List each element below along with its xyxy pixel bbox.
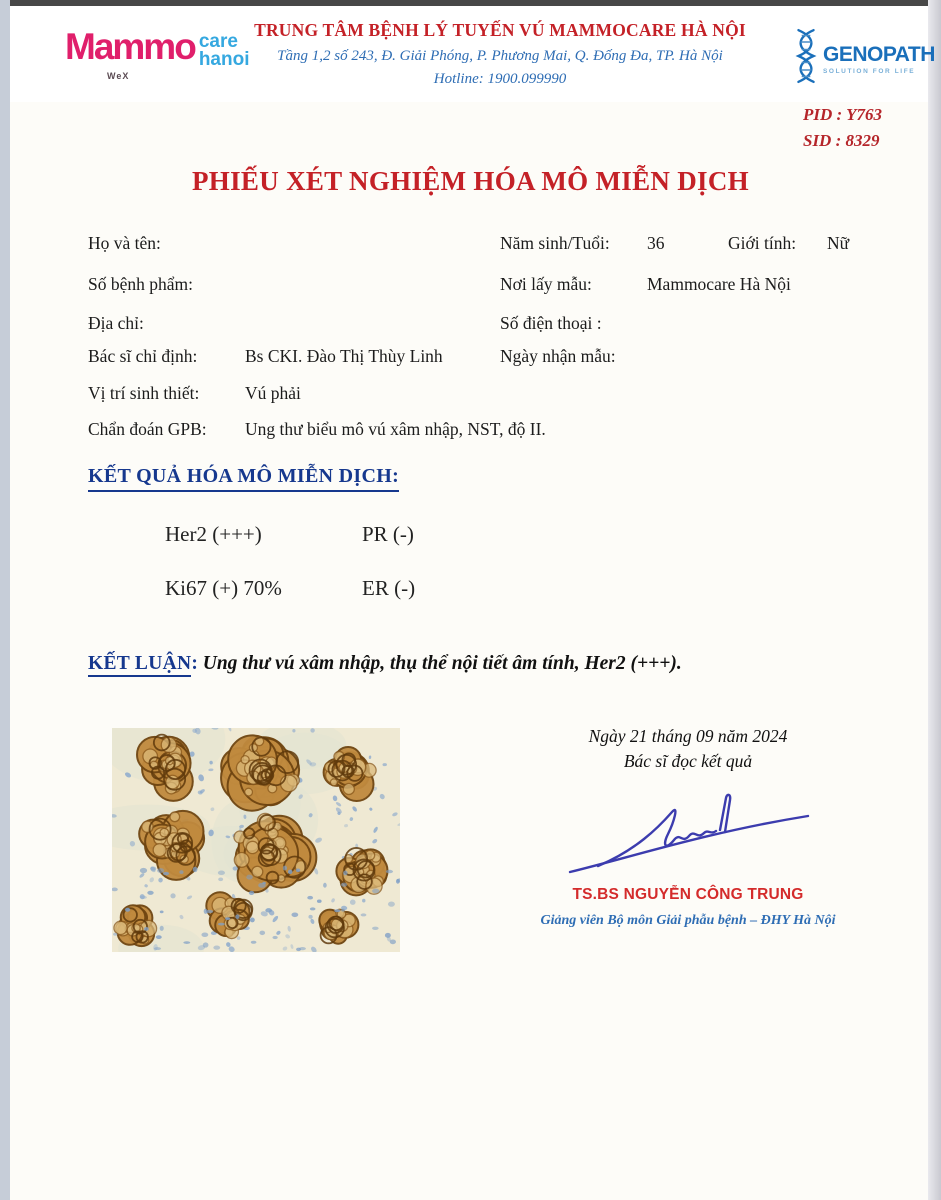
conclusion-line <box>88 653 898 675</box>
field-value-birth-year: 36 <box>647 233 665 253</box>
signer-caption: Bác sĩ đọc kết quả <box>623 751 753 771</box>
info-row-address <box>0 313 941 337</box>
field-label-full-name: Họ và tên: <box>88 233 161 253</box>
info-row-biopsy-site <box>0 383 941 407</box>
info-row-gpb-diagnosis <box>0 419 941 443</box>
conclusion-label: KẾT LUẬN <box>88 653 191 677</box>
signoff-block <box>538 726 838 929</box>
organization-address: Tầng 1,2 số 243, Đ. Giải Phóng, P. Phương Mai, Q. Đống Đa, TP. Hà Nội <box>277 48 723 64</box>
mammocare-logo-subtext: WeX <box>107 71 130 82</box>
genopath-tagline: SOLUTION FOR LIFE <box>823 67 916 75</box>
pid-value: PID : Y763 <box>802 105 882 124</box>
genopath-logo-text: GENOPATH <box>823 42 935 66</box>
info-row-referring-doctor <box>0 346 941 370</box>
field-label-birth-year: Năm sinh/Tuổi: <box>500 233 610 253</box>
field-label-address: Địa chỉ: <box>88 313 144 333</box>
report-date: Ngày 21 tháng 09 năm 2024 <box>588 726 788 746</box>
field-value-gender: Nữ <box>827 233 850 253</box>
page-title: PHIẾU XÉT NGHIỆM HÓA MÔ MIỄN DỊCH <box>192 166 749 196</box>
conclusion-text: Ung thư vú xâm nhập, thụ thể nội tiết âm tính, Her2 (+++). <box>197 653 682 674</box>
genopath-logo <box>792 28 935 89</box>
result-ki67: Ki67 (+) 70% <box>165 576 282 600</box>
sid-value: SID : 8329 <box>802 131 880 150</box>
info-row-name <box>0 233 941 257</box>
doctor-signature <box>538 786 838 882</box>
field-label-gpb-diagnosis: Chẩn đoán GPB: <box>88 419 207 439</box>
letterhead <box>10 6 935 102</box>
field-label-biopsy-site: Vị trí sinh thiết: <box>88 383 200 403</box>
histology-micrograph <box>112 728 400 952</box>
field-label-specimen-number: Số bệnh phẩm: <box>88 274 193 294</box>
field-label-referring-doctor: Bác sĩ chỉ định: <box>88 346 198 366</box>
mammocare-logo-text: Mammo <box>65 26 195 67</box>
field-label-received-date: Ngày nhận mẫu: <box>500 346 616 366</box>
doctor-title: Giảng viên Bộ môn Giải phẫu bệnh – ĐHY Hà Nội <box>540 913 836 928</box>
result-er: ER (-) <box>362 576 416 600</box>
field-label-gender: Giới tính: <box>728 233 797 253</box>
mammocare-logo-care: care <box>198 31 238 52</box>
letterhead-center <box>210 20 790 88</box>
field-value-biopsy-site: Vú phải <box>245 383 301 403</box>
doctor-name: TS.BS NGUYỄN CÔNG TRUNG <box>572 886 804 903</box>
organization-hotline: Hotline: 1900.099990 <box>433 71 567 87</box>
organization-name: TRUNG TÂM BỆNH LÝ TUYẾN VÚ MAMMOCARE HÀ NỘI <box>254 20 746 40</box>
field-value-referring-doctor: Bs CKI. Đào Thị Thùy Linh <box>245 346 443 366</box>
dna-helix-icon <box>792 28 820 89</box>
mammocare-logo-hanoi: hanoi <box>198 49 250 71</box>
field-label-sample-site: Nơi lấy mẫu: <box>500 274 592 294</box>
results-section-heading: KẾT QUẢ HÓA MÔ MIỄN DỊCH: <box>88 465 399 492</box>
conclusion-colon: : <box>191 653 198 674</box>
field-value-sample-site: Mammocare Hà Nội <box>647 274 791 294</box>
specimen-ids <box>803 102 882 154</box>
info-row-specimen <box>0 274 941 298</box>
result-her2: Her2 (+++) <box>165 522 262 546</box>
field-value-gpb-diagnosis: Ung thư biểu mô vú xâm nhập, NST, độ II. <box>245 419 546 439</box>
field-label-phone: Số điện thoại : <box>500 313 602 333</box>
result-pr: PR (-) <box>362 522 414 546</box>
